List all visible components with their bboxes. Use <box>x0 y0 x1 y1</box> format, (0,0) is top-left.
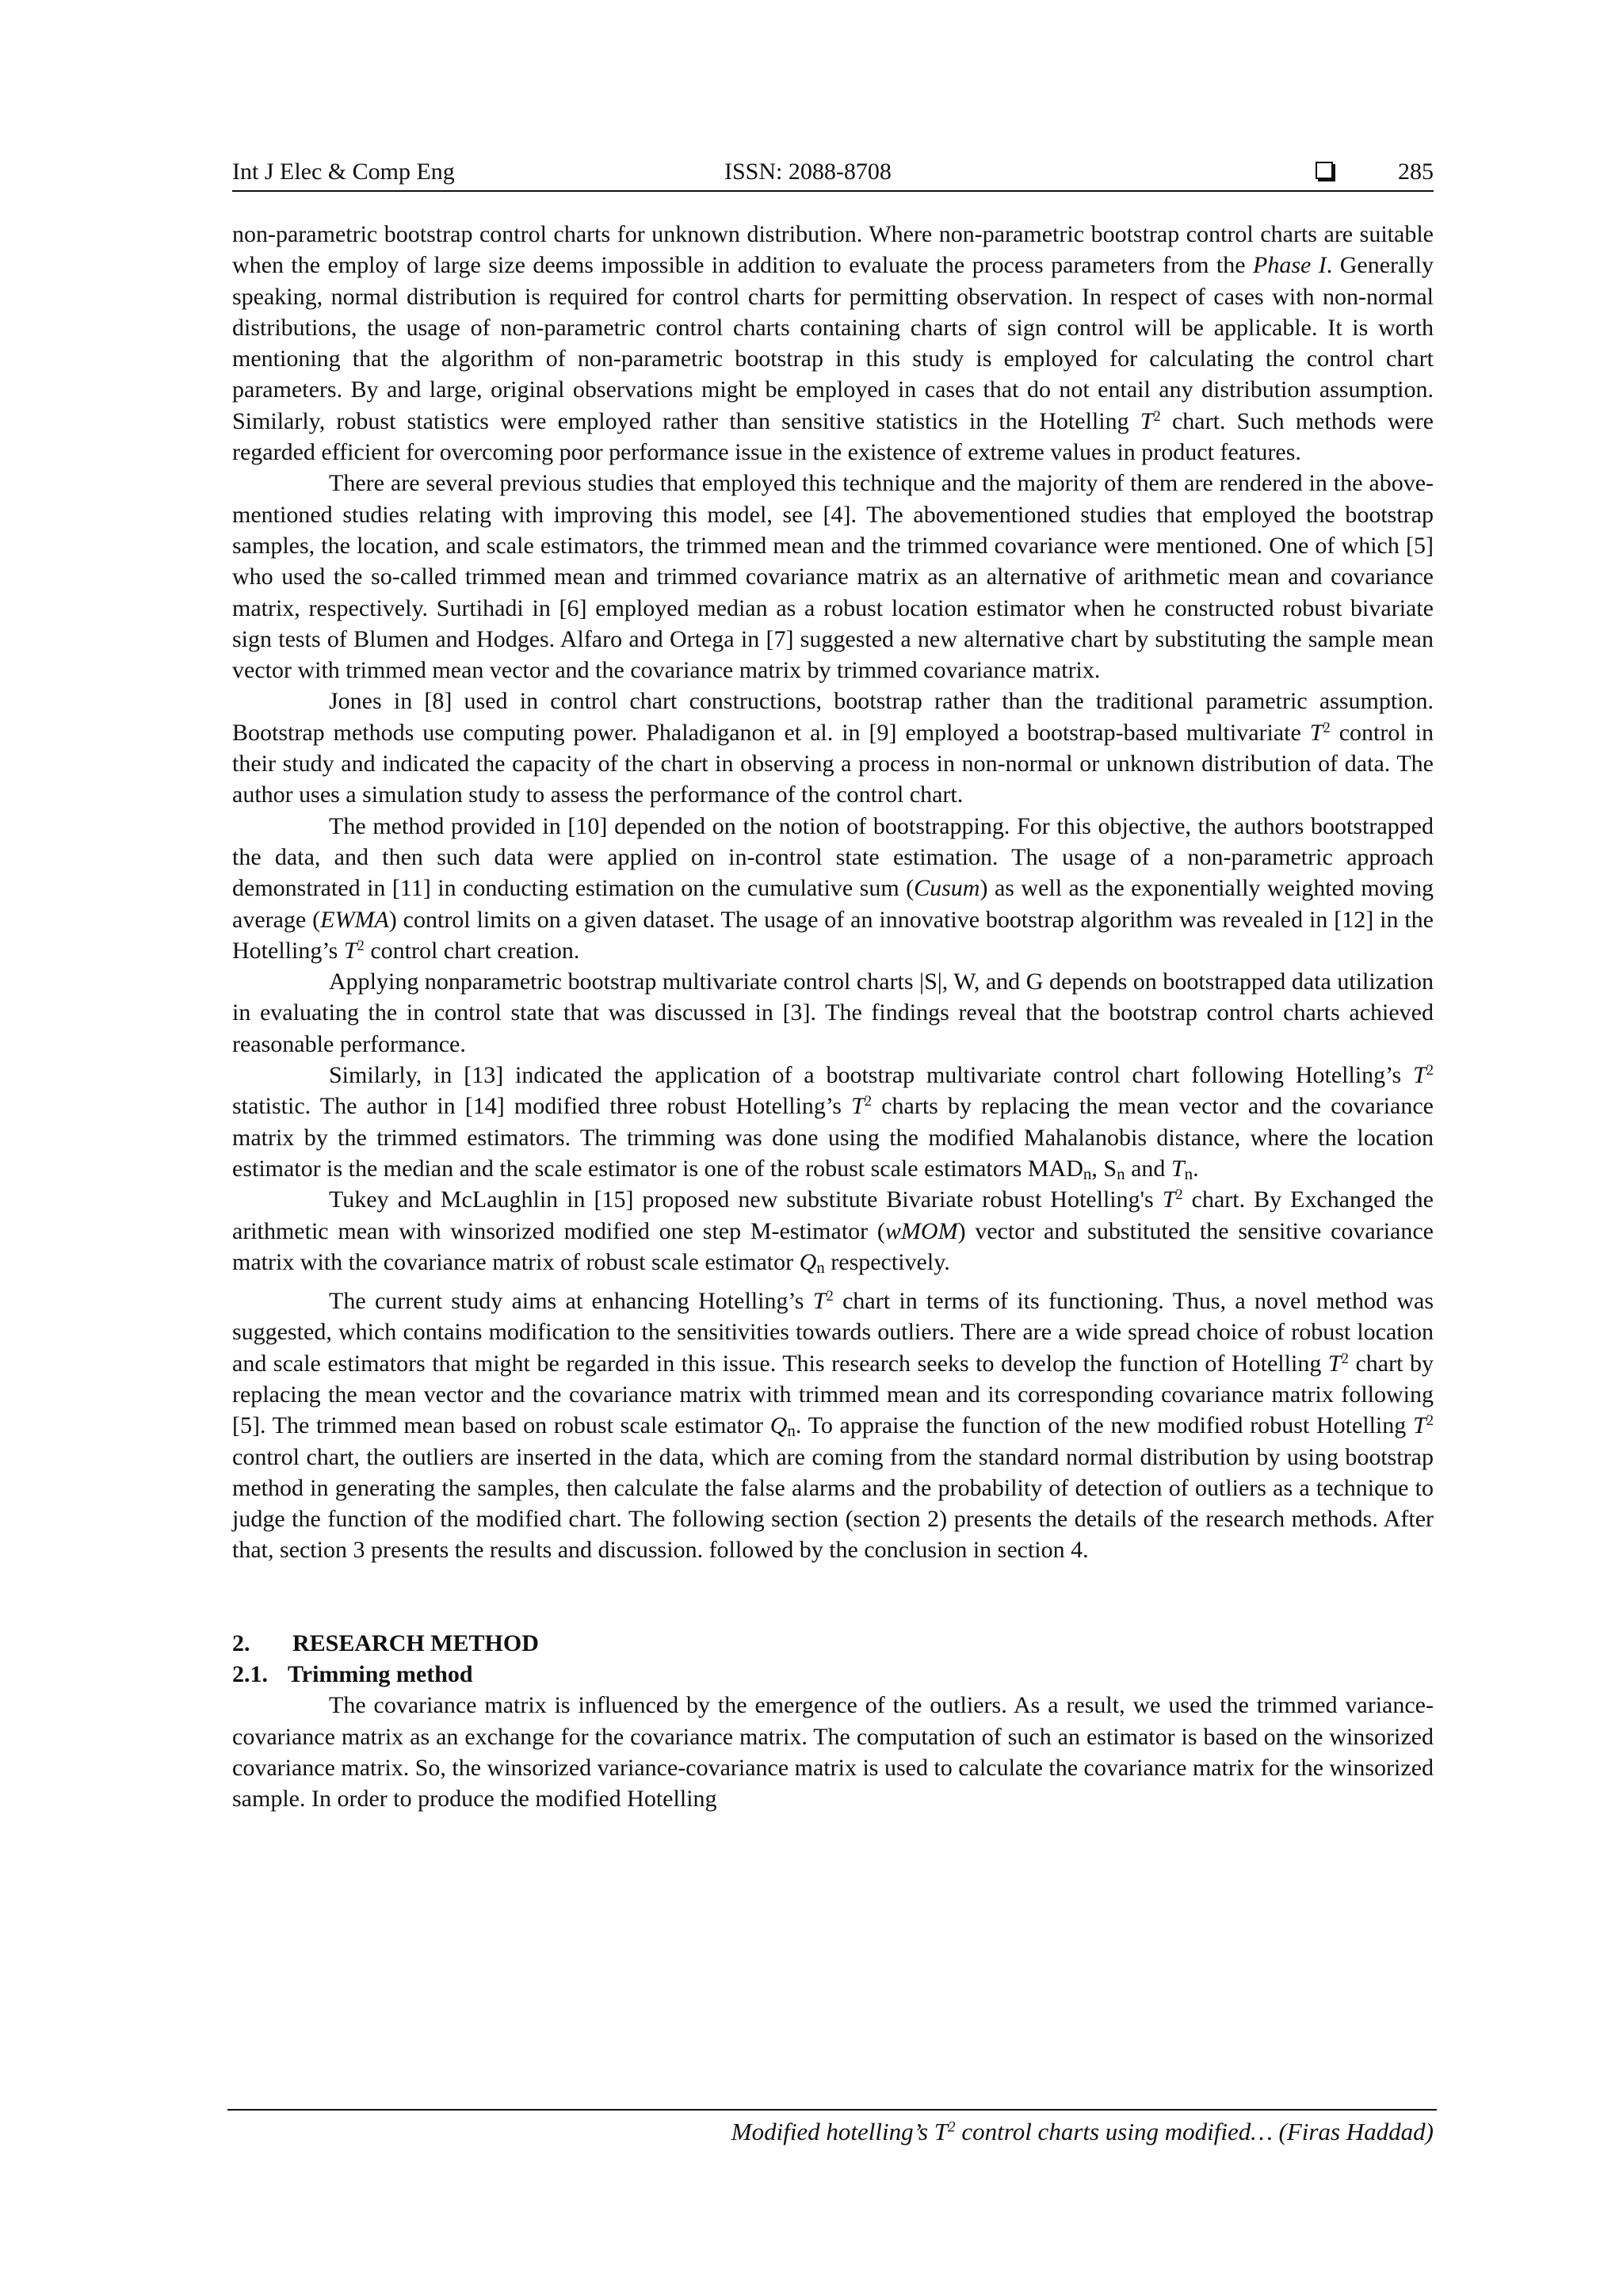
issn: ISSN: 2088-8708 <box>724 159 892 185</box>
square-icon <box>1316 162 1333 179</box>
paragraph: The current study aims at enhancing Hotelling’s $T^2$ chart in terms of its functioning. Thus, a novel method was suggested, which contains modification to the sensitivities towards outliers. There are a wide spread choice of robust location and scale estimators that might be regarded in this issue. This research seeks to develop the function of Hotelling $T^2$ chart by replacing the mean vector and the covariance matrix with trimmed mean and its corresponding covariance matrix following [5]. The trimmed mean based on robust scale estimator $Q_n$. To appraise the function of the new modified robust Hotelling $T^2$ control chart, the outliers are inserted in the data, which are coming from the standard normal distribution by using bootstrap method in generating the samples, then calculate the false alarms and the probability of detection of outliers as a technique to judge the function of the modified chart. The following section (section 2) presents the details of the research methods. After that, section 3 presents the results and discussion. followed by the conclusion in section 4. <box>232 1287 1434 1564</box>
subsection-number: 2.1. <box>232 1661 268 1688</box>
section-heading <box>232 1628 1434 1659</box>
paragraph: non-parametric bootstrap control charts for unknown distribution. Where non-parametric bootstrap control charts are suitable when the employ of large size deems impossible in addition to evaluate the process parameters from the Phase I. Generally speaking, normal distribution is required for control charts for permitting observation. In respect of cases with non-normal distributions, the usage of non-parametric control charts containing charts of sign control will be applicable. It is worth mentioning that the algorithm of non-parametric bootstrap in this study is employed for calculating the control chart parameters. By and large, original observations might be employed in cases that do not entail any distribution assumption. Similarly, robust statistics were employed rather than sensitive statistics in the Hotelling $T^2$ chart. Such methods were regarded efficient for overcoming poor performance issue in the existence of extreme values in product features. <box>232 221 1434 466</box>
section-paragraph: The covariance matrix is influenced by the emergence of the outliers. As a result, we used the trimmed variance-covariance matrix as an exchange for the covariance matrix. The computation of such an estimator is based on the winsorized covariance matrix. So, the winsorized variance-covariance matrix is used to calculate the covariance matrix for the winsorized sample. In order to produce the modified Hotelling <box>232 1692 1434 1813</box>
running-footer: Modified hotelling’s $T^2$ control charts using modified… (Firas Haddad) <box>731 2118 1434 2145</box>
running-header <box>232 154 1434 190</box>
paragraph: Jones in [8] used in control chart constructions, bootstrap rather than the traditional parametric assumption. Bootstrap methods use computing power. Phaladiganon et al. in [9] employed a bootstrap-based multivariate $T^2$ control in their study and indicated the capacity of the chart in observing a process in non-normal or unknown distribution of data. The author uses a simulation study to assess the performance of the control chart. <box>232 688 1434 808</box>
paragraph: Tukey and McLaughlin in [15] proposed new substitute Bivariate robust Hotelling's $T^2$ chart. By Exchanged the arithmetic mean with winsorized modified one step M-estimator (wMOM) vector and substituted the sensitive covariance matrix with the covariance matrix of robust scale estimator $Q_n$ respectively. <box>232 1186 1434 1277</box>
footer-divider <box>227 2109 1437 2111</box>
section-number: 2. <box>232 1629 250 1656</box>
paragraph: Applying nonparametric bootstrap multivariate control charts |S|, W, and G depends on bootstrapped data utilization in evaluating the in control state that was discussed in [3]. The findings reveal that the bootstrap control charts achieved reasonable performance. <box>232 968 1434 1057</box>
subsection-heading <box>232 1659 1434 1690</box>
subsection-title: Trimming method <box>288 1661 473 1688</box>
paragraph: Similarly, in [13] indicated the application of a bootstrap multivariate control chart following Hotelling’s $T^2$ statistic. The author in [14] modified three robust Hotelling’s $T^2$ charts by replacing the mean vector and the covariance matrix by the trimmed estimators. The trimming was done using the modified Mahalanobis distance, where the location estimator is the median and the scale estimator is one of the robust scale estimators $MAD_n$, $S_n$ and $T_n$. <box>232 1061 1434 1184</box>
page-number: 285 <box>1398 159 1434 185</box>
paragraph: There are several previous studies that employed this technique and the majority of them are rendered in the above-mentioned studies relating with improving this model, see [4]. The abovementioned studies that employed the bootstrap samples, the location, and scale estimators, the trimmed mean and the trimmed covariance were mentioned. One of which [5] who used the so-called trimmed mean and trimmed covariance matrix as an alternative of arithmetic mean and covariance matrix, respectively. Surtihadi in [6] employed median as a robust location estimator when he constructed robust bivariate sign tests of Blumen and Hodges. Alfaro and Ortega in [7] suggested a new alternative chart by substituting the sample mean vector with trimmed mean vector and the covariance matrix by trimmed covariance matrix. <box>232 470 1434 684</box>
header-divider <box>232 190 1434 192</box>
paragraph: The method provided in [10] depended on the notion of bootstrapping. For this objective, the authors bootstrapped the data, and then such data were applied on in-control state estimation. The usage of a non-parametric approach demonstrated in [11] in conducting estimation on the cumulative sum (Cusum) as well as the exponentially weighted moving average (EWMA) control limits on a given dataset. The usage of an innovative bootstrap algorithm was revealed in [12] in the Hotelling’s $T^2$ control chart creation. <box>232 812 1434 964</box>
section-title: RESEARCH METHOD <box>292 1629 539 1656</box>
body-text <box>232 219 1434 1815</box>
journal-name: Int J Elec & Comp Eng <box>232 159 455 185</box>
